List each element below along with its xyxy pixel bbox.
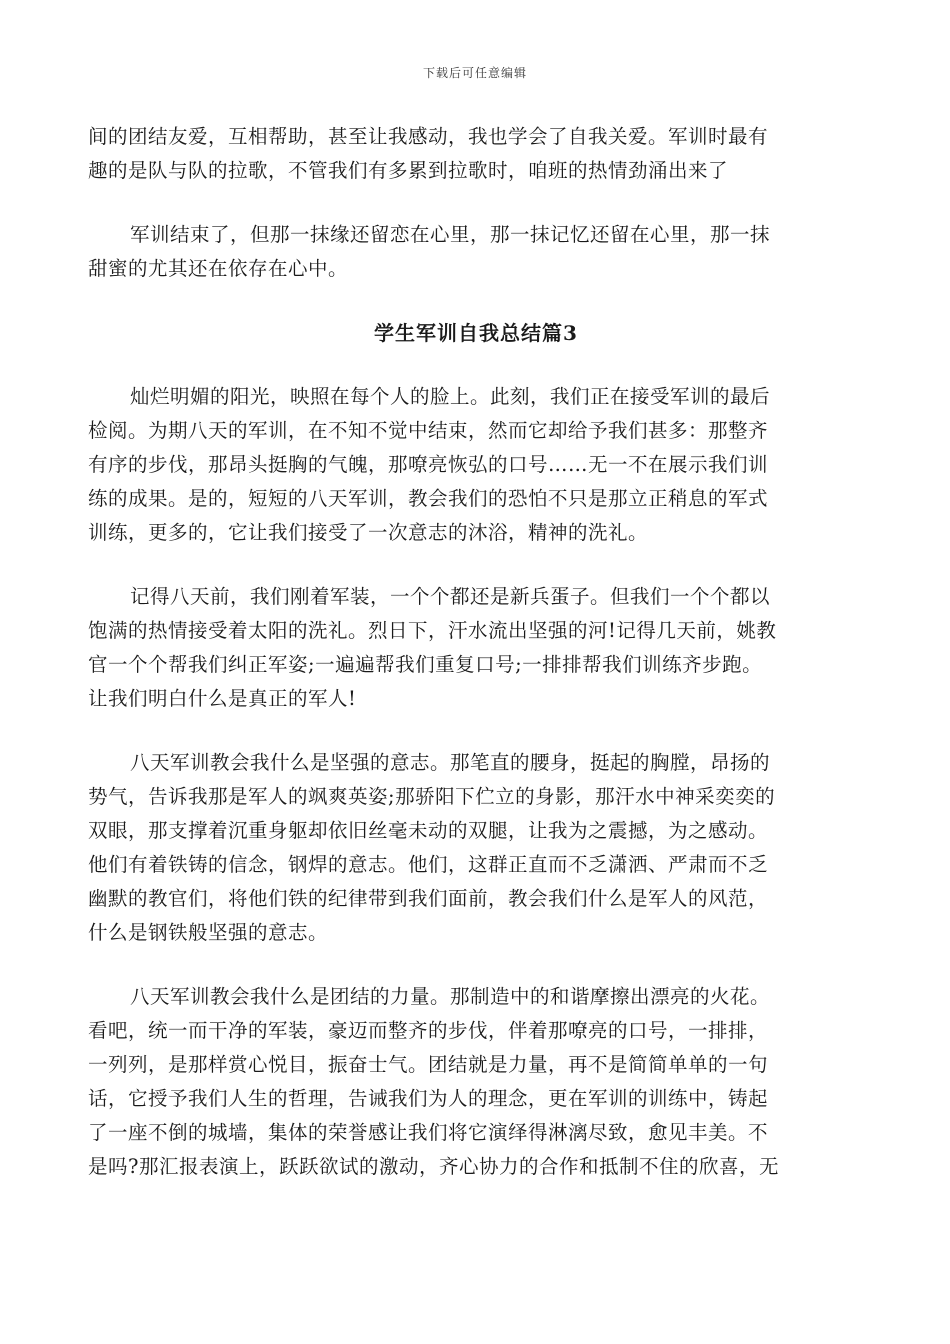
- text-line: 八天军训教会我什么是团结的力量。那制造中的和谐摩擦出漂亮的火花。: [130, 985, 771, 1008]
- text-line: 军训结束了，但那一抹缘还留恋在心里，那一抹记忆还留在心里，那一抹: [130, 223, 771, 246]
- text-line: 什么是钢铁般坚强的意志。: [88, 921, 329, 944]
- section-title: 学生军训自我总结篇3: [374, 321, 578, 345]
- text-line: 间的团结友爱，互相帮助，甚至让我感动，我也学会了自我关爱。军训时最有: [88, 125, 769, 148]
- paragraph: [88, 980, 864, 1184]
- text-line: 甜蜜的尤其还在依存在心中。: [88, 257, 349, 280]
- text-line: 看吧，统一而干净的军装，豪迈而整齐的步伐，伴着那嘹亮的口号，一排排，: [88, 1019, 769, 1042]
- paragraph: [88, 218, 864, 286]
- text-line: 趣的是队与队的拉歌，不管我们有多累到拉歌时，咱班的热情劲涌出来了: [88, 159, 729, 182]
- text-line: 灿烂明媚的阳光，映照在每个人的脸上。此刻，我们正在接受军训的最后: [130, 385, 771, 408]
- text-line: 记得八天前，我们刚着军装，一个个都还是新兵蛋子。但我们一个个都以: [130, 585, 771, 608]
- text-line: 幽默的教官们，将他们铁的纪律带到我们面前，教会我们什么是军人的风范，: [88, 887, 769, 910]
- text-line: 他们有着铁铸的信念，钢焊的意志。他们，这群正直而不乏潇洒、严肃而不乏: [88, 853, 769, 876]
- paragraph: [88, 580, 864, 716]
- text-line: 检阅。为期八天的军训，在不知不觉中结束，然而它却给予我们甚多：那整齐: [88, 419, 769, 442]
- text-line: 是吗?那汇报表演上，跃跃欲试的激动，齐心协力的合作和抵制不住的欣喜，无: [88, 1155, 779, 1178]
- page-header: 下载后可任意编辑: [422, 66, 527, 80]
- paragraph: [88, 120, 864, 188]
- paragraph: [88, 380, 864, 550]
- text-line: 了一座不倒的城墙，集体的荣誉感让我们将它演绎得淋漓尽致，愈见丰美。不: [88, 1121, 769, 1144]
- text-line: 有序的步伐，那昂头挺胸的气魄，那嘹亮恢弘的口号……无一不在展示我们训: [88, 453, 769, 476]
- text-line: 训练，更多的，它让我们接受了一次意志的沐浴，精神的洗礼。: [88, 521, 649, 544]
- text-line: 练的成果。是的，短短的八天军训，教会我们的恐怕不只是那立正稍息的军式: [88, 487, 769, 510]
- text-line: 一列列，是那样赏心悦目，振奋士气。团结就是力量，再不是简简单单的一句: [88, 1053, 769, 1076]
- text-line: 饱满的热情接受着太阳的洗礼。烈日下，汗水流出坚强的河!记得几天前，姚教: [88, 619, 777, 642]
- text-line: 双眼，那支撑着沉重身躯却依旧丝毫未动的双腿，让我为之震撼，为之感动。: [88, 819, 769, 842]
- document-body: [88, 120, 864, 1184]
- text-line: 话，它授予我们人生的哲理，告诫我们为人的理念，更在军训的训练中，铸起: [88, 1087, 769, 1110]
- text-line: 让我们明白什么是真正的军人!: [88, 687, 357, 710]
- text-line: 八天军训教会我什么是坚强的意志。那笔直的腰身，挺起的胸膛，昂扬的: [130, 751, 771, 774]
- text-line: 势气，告诉我那是军人的飒爽英姿;那骄阳下伫立的身影，那汗水中神采奕奕的: [88, 785, 776, 808]
- paragraph: [88, 746, 864, 950]
- text-line: 官一个个帮我们纠正军姿;一遍遍帮我们重复口号;一排排帮我们训练齐步跑。: [88, 653, 763, 676]
